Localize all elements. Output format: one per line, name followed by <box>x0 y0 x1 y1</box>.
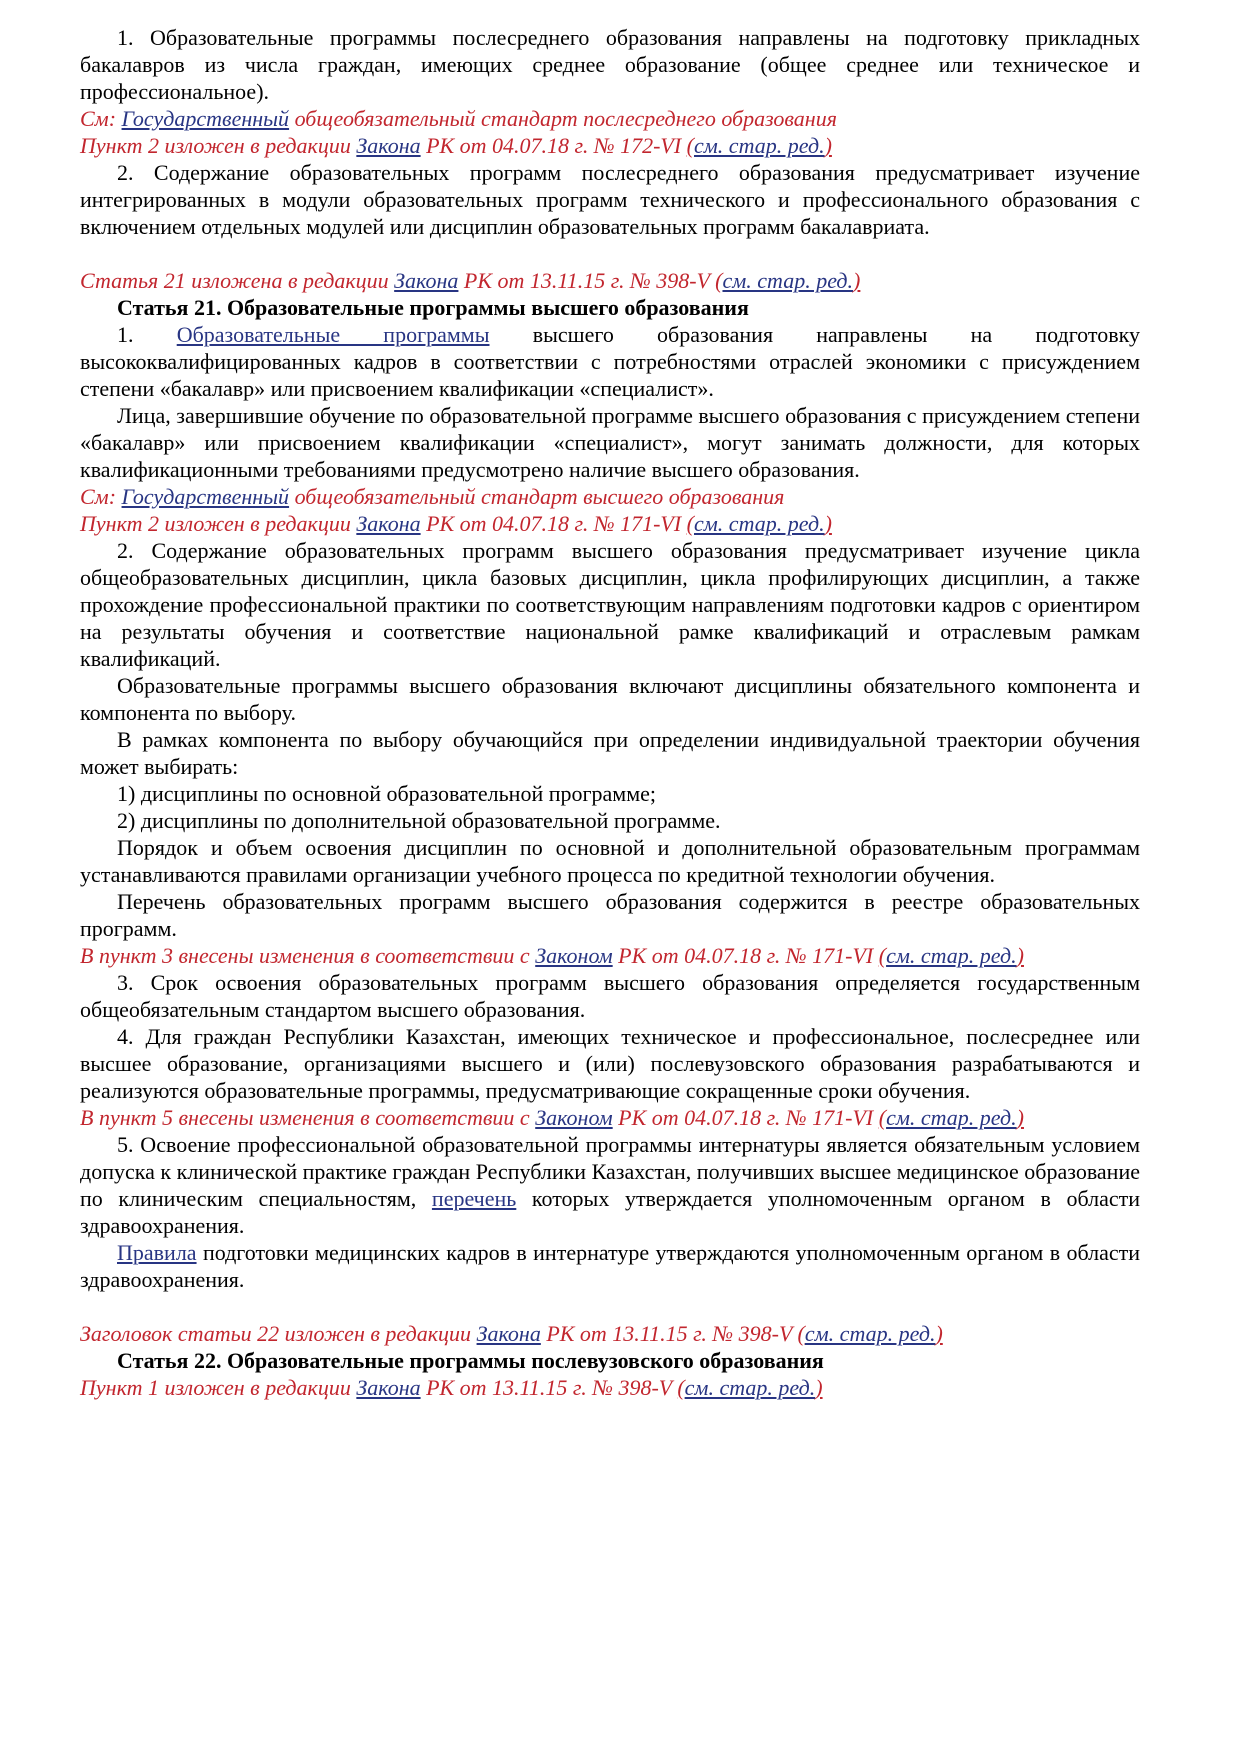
text-run: ( <box>797 1321 805 1346</box>
text-run: которых утверждается уполномоченным органом в области здравоохранения. <box>80 1186 1146 1238</box>
text-run: РК от 04.07.18 г. № 171-VI <box>612 1105 879 1130</box>
body-paragraph <box>80 780 1140 807</box>
hyperlink[interactable]: Государственный <box>121 484 290 509</box>
text-run: 1) дисциплины по основной образовательной программе; <box>117 781 657 806</box>
text-run: общеобязательный стандарт высшего образования <box>289 484 785 509</box>
text-run: Пункт 1 изложен в редакции <box>80 1375 357 1400</box>
body-paragraph <box>80 1131 1146 1239</box>
body-paragraph <box>80 1239 1146 1293</box>
text-run: ( <box>686 511 694 536</box>
text-run: РК от 13.11.15 г. № 398-V <box>540 1321 798 1346</box>
amendment-note <box>80 1374 1140 1401</box>
hyperlink[interactable]: Закона <box>356 1375 421 1400</box>
body-paragraph <box>80 537 1146 672</box>
amendment-note <box>80 1320 1140 1347</box>
hyperlink[interactable]: Закона <box>476 1321 541 1346</box>
text-run: РК от 04.07.18 г. № 171-VI <box>612 943 879 968</box>
text-run: Статья 21. Образовательные программы высшего образования <box>117 295 749 320</box>
text-run: ) <box>853 268 861 293</box>
body-paragraph <box>80 726 1146 780</box>
body-paragraph <box>80 834 1146 888</box>
hyperlink[interactable]: Закона <box>356 133 421 158</box>
amendment-note <box>80 510 1140 537</box>
amendment-note <box>80 942 1140 969</box>
text-run: ( <box>878 1105 887 1130</box>
amendment-note <box>80 267 1140 294</box>
text-run: Заголовок статьи 22 изложен в редакции <box>80 1321 477 1346</box>
text-run: высшего образования направлены на подготовку высококвалифицированных кадров в соответствии с потребностями отраслей экономики с присуждением степени «бакалавр» или присвоением квалификации «специалист». <box>80 322 1146 401</box>
hyperlink[interactable]: Образовательные программы <box>176 322 490 347</box>
text-run: Перечень образовательных программ высшего образования содержится в реестре образовательных программ. <box>80 889 1146 941</box>
body-paragraph <box>80 1023 1146 1104</box>
text-run: 5. Освоение профессиональной образовательной программы интернатуры является обязательным условием допуска к клинической практике граждан Республики Казахстан, получивших высшее медицинское образование по клиническим специальностям, <box>80 1132 1146 1211</box>
text-run: РК от 04.07.18 г. № 171-VI <box>420 511 687 536</box>
text-run: 1. <box>117 322 177 347</box>
hyperlink[interactable]: см. стар. ред. <box>886 943 1017 968</box>
amendment-note <box>80 483 1140 510</box>
text-run: ( <box>677 1375 685 1400</box>
text-run: 2. Содержание образовательных программ послесреднего образования предусматривает изучение интегрированных в модули образовательных программ технического и профессионального образования с включением отдельных модулей или дисциплин образовательных программ бакалавриата. <box>80 160 1146 239</box>
body-paragraph <box>80 24 1146 105</box>
hyperlink[interactable]: Законом <box>535 943 613 968</box>
hyperlink[interactable]: Правила <box>117 1240 197 1265</box>
hyperlink[interactable]: перечень <box>431 1186 517 1211</box>
text-run: См: <box>80 484 122 509</box>
article-heading <box>80 294 1140 321</box>
text-run: 2. Содержание образовательных программ высшего образования предусматривает изучение цикла общеобразовательных дисциплин, цикла базовых дисциплин, цикла профилирующих дисциплин, а также прохождение профессиональной практики по соответствующим направлениям подготовки кадров с ориентиром на результаты обучения и соответствие национальной рамке квалификаций и отраслевым рамкам квалификаций. <box>80 538 1146 671</box>
text-run: Статья 21 изложена в редакции <box>80 268 395 293</box>
hyperlink[interactable]: см. стар. ред. <box>722 268 854 293</box>
hyperlink[interactable]: Законом <box>535 1105 613 1130</box>
hyperlink[interactable]: Закона <box>394 268 459 293</box>
paragraph-spacer <box>80 1293 1140 1320</box>
body-paragraph <box>80 807 1140 834</box>
hyperlink[interactable]: см. стар. ред. <box>886 1105 1017 1130</box>
text-run: подготовки медицинских кадров в интернатуре утверждаются уполномоченным органом в области здравоохранения. <box>80 1240 1146 1292</box>
text-run: В пункт 5 внесены изменения в соответствии с <box>80 1105 536 1130</box>
text-run: 3. Срок освоения образовательных программ высшего образования определяется государственным общеобязательным стандартом высшего образования. <box>80 970 1146 1022</box>
text-run: ) <box>824 511 832 536</box>
text-run: Порядок и объем освоения дисциплин по основной и дополнительной образовательным программам устанавливаются правилами организации учебного процесса по кредитной технологии обучения. <box>80 835 1146 887</box>
body-paragraph <box>80 888 1146 942</box>
hyperlink[interactable]: см. стар. ред. <box>694 511 825 536</box>
text-run: ( <box>878 943 887 968</box>
amendment-note <box>80 105 1140 132</box>
hyperlink[interactable]: см. стар. ред. <box>694 133 825 158</box>
body-paragraph <box>80 969 1146 1023</box>
text-run: ) <box>1016 1105 1024 1130</box>
paragraph-spacer <box>80 240 1140 267</box>
text-run: 1. Образовательные программы послесреднего образования направлены на подготовку прикладных бакалавров из числа граждан, имеющих среднее образование (общее среднее или техническое и профессиональное). <box>80 25 1146 104</box>
text-run: РК от 04.07.18 г. № 172-VI <box>420 133 687 158</box>
text-run: общеобязательный стандарт послесреднего образования <box>289 106 837 131</box>
text-run: См: <box>80 106 122 131</box>
text-run: Пункт 2 изложен в редакции <box>80 133 357 158</box>
text-run: РК от 13.11.15 г. № 398-V <box>420 1375 678 1400</box>
text-run: ( <box>686 133 694 158</box>
hyperlink[interactable]: см. стар. ред. <box>684 1375 816 1400</box>
body-paragraph <box>80 672 1146 726</box>
text-run: ) <box>815 1375 823 1400</box>
body-paragraph <box>80 321 1146 402</box>
hyperlink[interactable]: Закона <box>356 511 421 536</box>
text-run: 4. Для граждан Республики Казахстан, имеющих техническое и профессиональное, послесреднее или высшее образование, организациями высшего и (или) послевузовского образования разрабатываются и реализуются образовательные программы, предусматривающие сокращенные сроки обучения. <box>80 1024 1146 1103</box>
text-run: В пункт 3 внесены изменения в соответствии с <box>80 943 536 968</box>
text-run: Статья 22. Образовательные программы послевузовского образования <box>117 1348 824 1373</box>
document <box>80 24 1146 1401</box>
amendment-note <box>80 1104 1140 1131</box>
text-run: 2) дисциплины по дополнительной образовательной программе. <box>117 808 721 833</box>
amendment-note <box>80 132 1140 159</box>
hyperlink[interactable]: Государственный <box>121 106 290 131</box>
hyperlink[interactable]: см. стар. ред. <box>804 1321 936 1346</box>
text-run: Лица, завершившие обучение по образовательной программе высшего образования с присуждением степени «бакалавр» или присвоением квалификации «специалист», могут занимать должности, для которых квалификационными требованиями предусмотрено наличие высшего образования. <box>80 403 1146 482</box>
text-run: ( <box>715 268 723 293</box>
text-run: ) <box>1016 943 1024 968</box>
text-run: ) <box>824 133 832 158</box>
article-heading <box>80 1347 1140 1374</box>
text-run: Пункт 2 изложен в редакции <box>80 511 357 536</box>
text-run: Образовательные программы высшего образования включают дисциплины обязательного компонента и компонента по выбору. <box>80 673 1146 725</box>
text-run: ) <box>935 1321 943 1346</box>
body-paragraph <box>80 159 1146 240</box>
text-run: РК от 13.11.15 г. № 398-V <box>458 268 716 293</box>
text-run: В рамках компонента по выбору обучающийся при определении индивидуальной траектории обучения может выбирать: <box>80 727 1146 779</box>
body-paragraph <box>80 402 1146 483</box>
